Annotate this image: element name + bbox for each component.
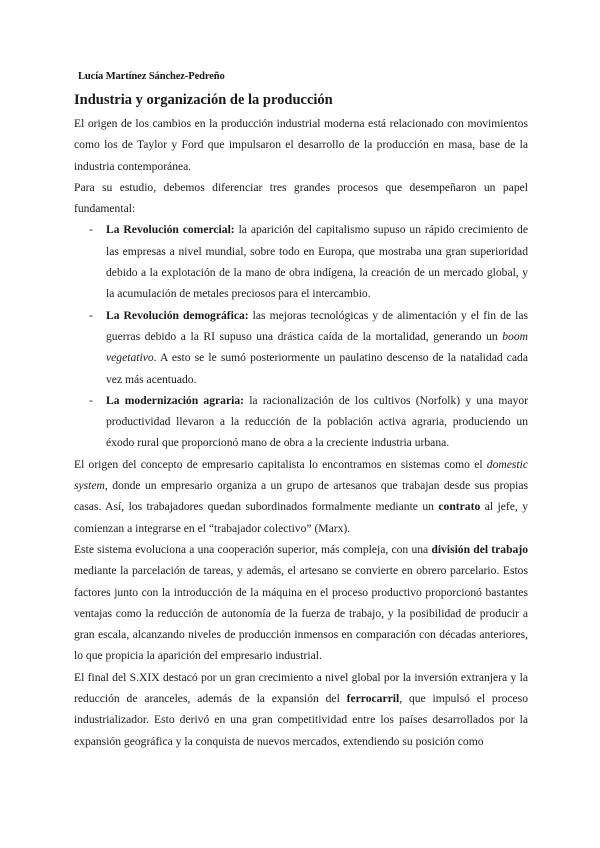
bold-run: ferrocarril — [346, 692, 400, 706]
text-run: , que impulsó el proceso industrializador. Esto derivó en una gran competitividad entre los países desarrollados por la expansión geográfica y la conquista de nuevos mercados, extendiendo su posición como — [74, 692, 528, 748]
text-run: Este sistema evoluciona a una cooperación superior, más compleja, con una — [74, 542, 432, 556]
text-run: El final del S.XIX destacó por un gran crecimiento a nivel global por la inversión extranjera y la reducción de aranceles, además de la expansión del — [74, 670, 528, 706]
paragraph-cooperation — [74, 539, 528, 667]
text-run: , donde un empresario organiza a un grupo de artesanos que trabajan desde sus propias casas. Así, los trabajadores quedan subordinados formalmente mediante un — [74, 479, 528, 514]
list-item-agrarian-modernization — [106, 390, 528, 454]
italic-run: domestic system — [74, 457, 528, 493]
list-text: la racionalización de los cultivos (Norfolk) y una mayor productividad llevaron a la reducción de la población activa agraria, produciendo un éxodo rural que proporcionó mano de obra a la creciente industria urbana. — [106, 393, 529, 450]
document-title: Industria y organización de la producción — [74, 92, 333, 108]
process-list — [74, 219, 528, 453]
text-run: al jefe, y comienzan a integrarse en el “trabajador colectivo” (Marx). — [74, 500, 528, 535]
document-body — [74, 113, 528, 752]
list-item-commercial-revolution — [106, 219, 528, 304]
list-term: La Revolución comercial: — [106, 223, 235, 237]
bold-run: contrato — [438, 500, 481, 514]
list-term: La modernización agraria: — [106, 393, 244, 407]
paragraph-domestic-system — [74, 454, 528, 539]
list-text: . A esto se le sumó posteriormente un paulatino descenso de la natalidad cada vez más acentuado. — [106, 351, 528, 386]
list-text: la aparición del capitalismo supuso un rápido crecimiento de las empresas a nivel mundial, sobre todo en Europa, que mostraba una gran superioridad debido a la explotación de la mano de obra indígena, la creación de un mercado global, y la acumulación de metales preciosos para el intercambio. — [106, 223, 529, 301]
paragraph-intro: El origen de los cambios en la producción industrial moderna está relacionado con movimientos como los de Taylor y Ford que impulsaron el desarrollo de la producción en masa, base de la industria contemporánea. — [74, 117, 528, 173]
text-run: El origen del concepto de empresario capitalista lo encontramos en sistemas como el — [74, 457, 487, 471]
list-italic: boom vegetativo — [106, 329, 528, 365]
bold-run: división del trabajo — [431, 542, 528, 556]
list-text: las mejoras tecnológicas y de alimentación y el fin de las guerras debido a la RI supuso una drástica caída de la mortalidad, generando un — [106, 308, 528, 343]
text-run: mediante la parcelación de tareas, y además, el artesano se convierte en obrero parcelario. Estos factores junto con la introducción de la máquina en el proceso productivo proporcionó bastantes ventajas como la reducción de autonomía de la fuerza de trabajo, y la posibilidad de producir a gran escala, alcanzando niveles de producción inmensos en comparación con décadas anteriores, lo que propicia la aparición del empresario industrial. — [74, 564, 528, 663]
list-item-demographic-revolution — [106, 305, 528, 390]
author-name: Lucía Martínez Sánchez-Pedreño — [78, 71, 225, 82]
paragraph-study: Para su estudio, debemos diferenciar tres grandes procesos que desempeñaron un papel fundamental: — [74, 180, 528, 216]
paragraph-19th-century — [74, 667, 528, 752]
list-term: La Revolución demográfica: — [106, 308, 249, 322]
